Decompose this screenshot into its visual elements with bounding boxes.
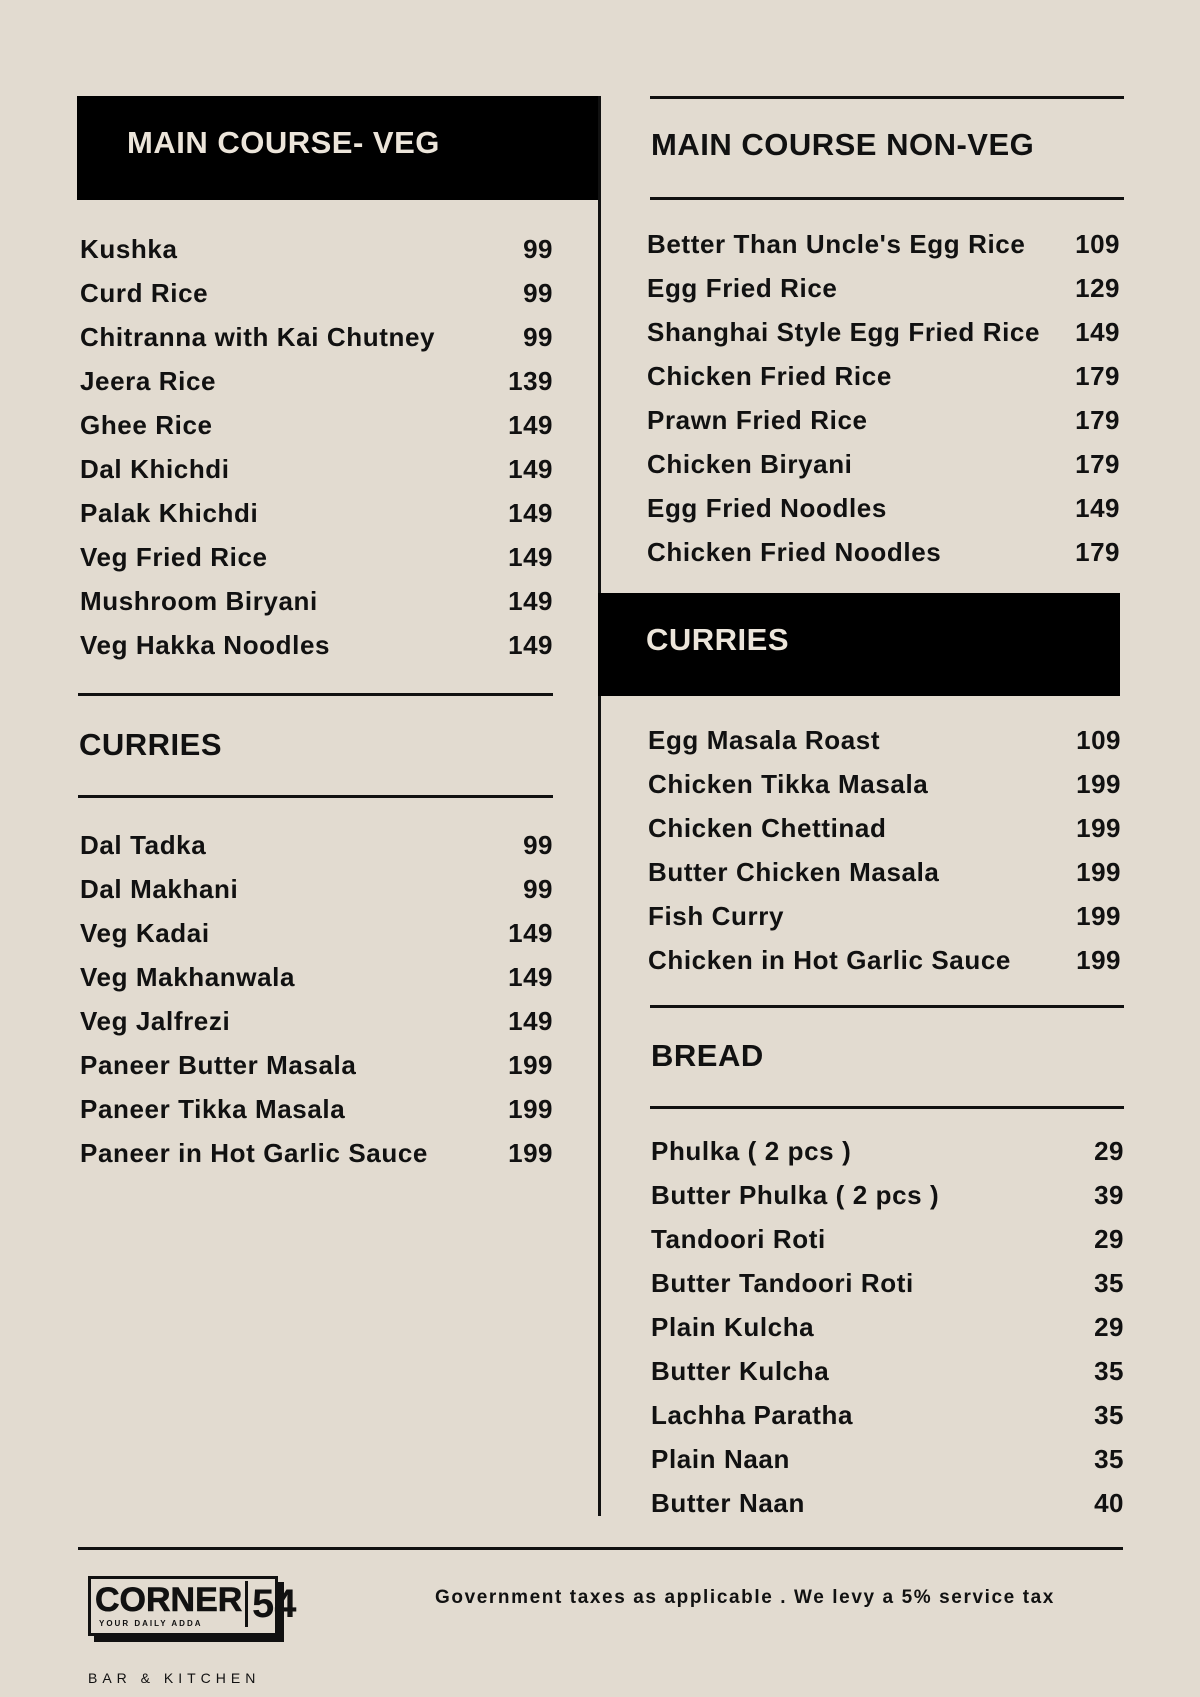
menu-item <box>651 1261 1124 1305</box>
menu-item-price: 199 <box>508 1093 553 1124</box>
menu-item <box>651 1217 1124 1261</box>
menu-item <box>651 1437 1124 1481</box>
bread-list <box>651 1129 1124 1525</box>
menu-item-price: 179 <box>1075 448 1120 479</box>
menu-item <box>647 442 1120 486</box>
menu-item-name: Butter Kulcha <box>651 1355 830 1386</box>
menu-item <box>648 850 1121 894</box>
menu-item-name: Paneer in Hot Garlic Sauce <box>80 1137 428 1168</box>
menu-item <box>80 359 553 403</box>
nonveg-curries-title: CURRIES <box>646 622 790 657</box>
menu-item-name: Chicken in Hot Garlic Sauce <box>648 944 1011 975</box>
menu-item-price: 35 <box>1094 1443 1124 1474</box>
nonveg-curries-list <box>648 718 1121 982</box>
menu-item <box>80 1043 553 1087</box>
menu-item <box>80 403 553 447</box>
veg-section-title: MAIN COURSE- VEG <box>127 125 440 160</box>
menu-item-name: Tandoori Roti <box>651 1223 826 1254</box>
logo-subtitle: BAR & KITCHEN <box>88 1670 261 1686</box>
menu-item-price: 149 <box>508 409 553 440</box>
menu-item <box>648 806 1121 850</box>
nonveg-bottom-rule <box>650 197 1124 200</box>
menu-item-name: Mushroom Biryani <box>80 585 318 616</box>
column-divider <box>598 96 601 1516</box>
menu-item-name: Ghee Rice <box>80 409 213 440</box>
menu-item <box>80 491 553 535</box>
menu-item-name: Chitranna with Kai Chutney <box>80 321 436 352</box>
menu-item <box>80 823 553 867</box>
menu-item-name: Plain Kulcha <box>651 1311 815 1342</box>
menu-item-price: 99 <box>523 277 553 308</box>
menu-item-price: 109 <box>1076 724 1121 755</box>
menu-item-name: Paneer Butter Masala <box>80 1049 357 1080</box>
menu-item-price: 149 <box>508 1005 553 1036</box>
menu-item-price: 149 <box>508 917 553 948</box>
menu-item <box>647 222 1120 266</box>
menu-item-price: 199 <box>1076 856 1121 887</box>
menu-item <box>648 894 1121 938</box>
menu-item-price: 199 <box>508 1049 553 1080</box>
menu-item-name: Dal Tadka <box>80 829 207 860</box>
menu-item-name: Butter Phulka ( 2 pcs ) <box>651 1179 940 1210</box>
menu-item-name: Chicken Biryani <box>647 448 853 479</box>
menu-item-price: 99 <box>523 233 553 264</box>
menu-item-name: Curd Rice <box>80 277 209 308</box>
logo-number: 54 <box>245 1581 297 1627</box>
menu-item-price: 99 <box>523 321 553 352</box>
menu-item <box>651 1305 1124 1349</box>
menu-item <box>80 271 553 315</box>
menu-item-name: Veg Jalfrezi <box>80 1005 231 1036</box>
menu-item <box>651 1129 1124 1173</box>
menu-item-name: Prawn Fried Rice <box>647 404 868 435</box>
menu-item-name: Lachha Paratha <box>651 1399 854 1430</box>
brand-logo <box>88 1576 297 1636</box>
menu-item-price: 179 <box>1075 360 1120 391</box>
menu-item-price: 29 <box>1094 1223 1124 1254</box>
veg-section-header <box>77 96 601 200</box>
menu-item-name: Butter Tandoori Roti <box>651 1267 914 1298</box>
menu-item <box>651 1481 1124 1525</box>
menu-item-price: 129 <box>1075 272 1120 303</box>
bread-top-rule <box>650 1005 1124 1008</box>
logo-tagline: YOUR DAILY ADDA <box>99 1619 203 1628</box>
menu-item-price: 149 <box>508 453 553 484</box>
menu-item-name: Butter Chicken Masala <box>648 856 940 887</box>
menu-item-price: 35 <box>1094 1267 1124 1298</box>
logo-wordmark: CORNER <box>95 1581 243 1619</box>
menu-item-price: 199 <box>508 1137 553 1168</box>
menu-item-price: 199 <box>1076 812 1121 843</box>
menu-item-name: Dal Khichdi <box>80 453 230 484</box>
menu-item-price: 139 <box>508 365 553 396</box>
menu-item-price: 35 <box>1094 1399 1124 1430</box>
menu-item-name: Egg Fried Rice <box>647 272 838 303</box>
menu-item <box>647 530 1120 574</box>
menu-item <box>651 1349 1124 1393</box>
menu-item-name: Chicken Fried Noodles <box>647 536 942 567</box>
menu-item-name: Fish Curry <box>648 900 785 931</box>
menu-item <box>80 1131 553 1175</box>
menu-item-price: 179 <box>1075 404 1120 435</box>
menu-item-price: 149 <box>508 961 553 992</box>
menu-item-price: 149 <box>508 585 553 616</box>
menu-item <box>80 623 553 667</box>
menu-item <box>80 315 553 359</box>
menu-item <box>80 1087 553 1131</box>
bread-bottom-rule <box>650 1106 1124 1109</box>
veg-curries-top-rule <box>78 693 553 696</box>
menu-item-name: Chicken Chettinad <box>648 812 887 843</box>
menu-item-name: Kushka <box>80 233 178 264</box>
menu-item-name: Better Than Uncle's Egg Rice <box>647 228 1026 259</box>
nonveg-section-title: MAIN COURSE NON-VEG <box>651 127 1035 162</box>
tax-note: Government taxes as applicable . We levy a 5% service tax <box>435 1587 1055 1608</box>
menu-item-price: 199 <box>1076 944 1121 975</box>
menu-item-price: 149 <box>508 541 553 572</box>
menu-item-name: Jeera Rice <box>80 365 217 396</box>
menu-item-price: 199 <box>1076 768 1121 799</box>
menu-item <box>80 999 553 1043</box>
menu-item <box>648 938 1121 982</box>
menu-item-name: Veg Makhanwala <box>80 961 296 992</box>
menu-item <box>80 955 553 999</box>
veg-curries-list <box>80 823 553 1175</box>
menu-item-price: 40 <box>1094 1487 1124 1518</box>
menu-item <box>647 398 1120 442</box>
menu-item-name: Palak Khichdi <box>80 497 259 528</box>
menu-item <box>647 266 1120 310</box>
menu-item-price: 29 <box>1094 1311 1124 1342</box>
menu-item <box>647 486 1120 530</box>
veg-curries-bottom-rule <box>78 795 553 798</box>
menu-item-name: Paneer Tikka Masala <box>80 1093 346 1124</box>
nonveg-curries-header <box>598 593 1120 696</box>
menu-item-name: Veg Kadai <box>80 917 210 948</box>
menu-item-name: Chicken Tikka Masala <box>648 768 929 799</box>
menu-item-name: Chicken Fried Rice <box>647 360 892 391</box>
menu-item <box>651 1393 1124 1437</box>
menu-item-name: Butter Naan <box>651 1487 805 1518</box>
footer-rule <box>78 1547 1123 1550</box>
menu-item-price: 29 <box>1094 1135 1124 1166</box>
veg-menu-list <box>80 227 553 667</box>
menu-item-price: 39 <box>1094 1179 1124 1210</box>
menu-item <box>80 579 553 623</box>
menu-item <box>80 535 553 579</box>
menu-item-name: Phulka ( 2 pcs ) <box>651 1135 852 1166</box>
menu-item-price: 149 <box>508 629 553 660</box>
menu-item-name: Dal Makhani <box>80 873 239 904</box>
menu-item-price: 149 <box>1075 316 1120 347</box>
menu-item-name: Shanghai Style Egg Fried Rice <box>647 316 1041 347</box>
bread-title: BREAD <box>651 1038 764 1073</box>
menu-item <box>80 227 553 271</box>
menu-item <box>80 911 553 955</box>
nonveg-top-rule <box>650 96 1124 99</box>
menu-item <box>647 354 1120 398</box>
menu-item-name: Egg Fried Noodles <box>647 492 887 523</box>
menu-item-name: Plain Naan <box>651 1443 790 1474</box>
menu-item <box>651 1173 1124 1217</box>
menu-item <box>648 718 1121 762</box>
menu-item-price: 149 <box>508 497 553 528</box>
menu-item-price: 109 <box>1075 228 1120 259</box>
menu-item <box>647 310 1120 354</box>
menu-item-name: Veg Fried Rice <box>80 541 268 572</box>
menu-item-price: 199 <box>1076 900 1121 931</box>
menu-item <box>80 447 553 491</box>
menu-item-price: 99 <box>523 829 553 860</box>
menu-item-name: Egg Masala Roast <box>648 724 881 755</box>
menu-item <box>80 867 553 911</box>
menu-item-price: 149 <box>1075 492 1120 523</box>
menu-item-price: 99 <box>523 873 553 904</box>
menu-item-price: 35 <box>1094 1355 1124 1386</box>
menu-item-name: Veg Hakka Noodles <box>80 629 331 660</box>
menu-item-price: 179 <box>1075 536 1120 567</box>
nonveg-menu-list <box>647 222 1120 574</box>
veg-curries-title: CURRIES <box>79 727 223 762</box>
menu-item <box>648 762 1121 806</box>
